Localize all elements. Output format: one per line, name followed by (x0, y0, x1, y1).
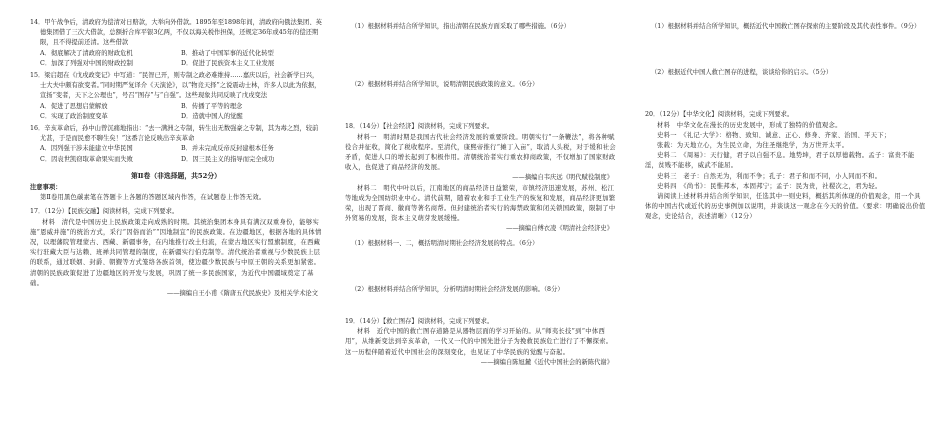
question-16 (30, 124, 322, 165)
question-14-text: 14．甲午战争后，清政府为偿清对日赔款，大举向外借款。1895年至1898年间，清政府向俄法集团、英德集团借了三次大借款，总额折合库平银3亿两，不仅以海关税作担保，还规定36年或45年的偿还期限，且不得提前还清。这些借款 (30, 19, 322, 47)
question-18 (345, 122, 617, 315)
question-15-options (30, 102, 322, 122)
option-a: A．促进了思想启蒙解放 (40, 102, 108, 110)
answer-space (645, 82, 927, 110)
question-17-sub-2: （2）根据材料并结合所学知识，说明清朝民族政策的意义。（6分） (351, 81, 539, 89)
option-c: C．因袁世凯窃取革命果实而失败 (40, 155, 133, 163)
question-15-text: 15．梁启超在《戊戌政变记》中写道：“民智已开，则专制之政必难维持……嘉庆以后，社会新学日兴，士大夫中颇有欲变者。”同时期严复译介《天演论》，以“物竞天择”之说震动士林，许多人以此为依据，宣扬“变者，天下之公理也”，号召“图存”与“自强”。这些现象共同反映了戊戌变法 (30, 72, 321, 100)
question-20-intro: 材料 中华文化在漫长的历史发展中，形成了独特的价值观念。 (657, 121, 842, 129)
option-b: B．推动了中国军事的近代化转型 (181, 49, 274, 57)
question-20-item: 史料二 《周易》：天行健，君子以自强不息。地势坤，君子以厚德载物。孟子：富贵不能淫，贫贱不能移，威武不能屈。 (645, 152, 915, 170)
question-20-item: 史料三 老子：自然无为，利而不争；孔子：君子和而不同，小人同而不和。 (657, 172, 882, 180)
question-19-head: 19．（14分）【救亡图存】阅读材料，完成下列要求。 (345, 318, 494, 326)
question-17-head: 17．（12分）【民族交融】阅读材料，完成下列要求。 (30, 208, 179, 216)
question-20-item: 张载：为天地立心，为生民立命，为往圣继绝学，为万世开太平。 (657, 142, 849, 150)
question-18-source-2: ——摘编自傅衣凌《明清社会经济史》 (505, 225, 613, 233)
question-17-source: ——摘编自王小甫《隋唐五代民族史》及相关学术论文 (166, 290, 318, 298)
question-20-question: 请阅读上述材料并结合所学知识，任选其中一则史料，概括其所体现的价值观念，用一个具体的中国古代或近代的历史事例加以说明，并谈谈这一观念在今天的价值。（要求：明确说出价值观念，史论结合，表述清晰）（12分） (645, 193, 926, 221)
option-d: D．因三民主义的指导而完全成功 (181, 155, 275, 163)
question-18-source-1: ——摘编自韦庆远《明代赋役制度》 (512, 174, 613, 182)
option-b: B．传播了平等的理念 (181, 102, 243, 110)
question-14 (30, 18, 322, 69)
answer-space (345, 253, 617, 281)
column-middle (345, 18, 617, 370)
answer-space (345, 36, 617, 76)
question-17-material: 材料 清代是中国历史上民族政策走向成熟的时期。其统治集团本身具有满汉双重身份，能够实施“恩威并施”的统治方式，采行“因俗而治”“因地制宜”的民族政策。在边疆地区，根据各地的具体情况，以理藩院管理蒙古、西藏、新疆事务，在内地推行改土归流，在蒙古地区实行盟旗制度，在西藏实行驻藏大臣与达赖、班禅共同管理的制度，在新疆实行伯克制等。清代统治者重视与少数民族上层的联系，通过联姻、封爵、朝觐等方式笼络各族首领，使边疆少数民族与中原王朝的关系更加紧密。清朝的民族政策促进了边疆地区的开发与发展，巩固了统一多民族国家，为近代中国疆域奠定了基础。 (30, 218, 322, 287)
answer-space (345, 94, 617, 122)
option-a: A．彻底解决了清政府的财政危机 (40, 49, 133, 57)
question-18-material-1: 材料一 明清时期是我国古代社会经济发展的重要阶段。明朝实行“一条鞭法”，将各种赋役合并征收，简化了税收程序。至清代，康熙帝推行“摊丁入亩”，取消人头税，对于缓和社会矛盾，促进人口的增长起到了积极作用。清朝统治者实行重农抑商政策，不仅增加了国家财政收入，也促进了商品经济的发展。 (345, 133, 616, 172)
question-18-sub-1: （1）根据材料一、二，概括明清时期社会经济发展的特点。（6分） (351, 239, 539, 247)
question-19-material: 材料 近代中国的救亡图存道路是从器物层面的学习开始的。从“师夷长技”到“中体西用”，从维新变法到辛亥革命，一代又一代的中国先进分子为挽救民族危亡进行了不懈探索。这一历程伴随着近代中国社会的深刻变化，也见证了中华民族的觉醒与奋起。 (345, 328, 613, 356)
answer-space (345, 299, 617, 315)
question-19-sub-1: （1）根据材料并结合所学知识，概括近代中国救亡图存探索的主要阶段及其代表性事件。（9分） (651, 23, 921, 30)
question-17-sub-1: （1）根据材料并结合所学知识，指出清朝在民族方面采取了哪些措施。（6分） (351, 23, 570, 30)
column-right (645, 18, 927, 225)
question-19 (345, 317, 617, 368)
notice-text: 第Ⅱ卷用黑色碳素笔在答题卡上各题的答题区域内作答，在试题卷上作答无效。 (40, 194, 266, 202)
question-20-item: 史料一 《礼记·大学》：格物、致知、诚意、正心、修身、齐家、治国、平天下； (657, 131, 891, 139)
question-15 (30, 71, 322, 122)
question-18-material-2: 材料二 明代中叶以后，江南地区的商品经济日益繁荣，市镇经济迅速发展，苏州、松江等地成为全国纺织业中心。清代前期，随着农业和手工业生产的恢复和发展，商品经济更加繁荣，出现了晋商、徽商等著名商帮。但封建统治者实行的海禁政策和闭关锁国政策，限制了中外贸易的发展，资本主义萌芽发展缓慢。 (345, 184, 616, 223)
question-19-source: ——摘编自陈旭麓《近代中国社会的新陈代谢》 (480, 358, 613, 366)
option-b: B．并未完成反帝反封建根本任务 (181, 145, 274, 153)
question-14-options (30, 49, 322, 69)
option-d: D．造就中国人的觉醒 (181, 112, 243, 120)
question-20 (645, 110, 927, 222)
question-16-text: 16．辛亥革命后，孙中山曾沉痛地指出：“去一满洲之专制，转生出无数强豪之专制，其为毒之烈，较前尤甚，于是而民愈不聊生矣！”这番言论反映出辛亥革命 (30, 125, 319, 143)
option-c: C．加深了列强对中国的财政控制 (40, 59, 133, 67)
question-17 (30, 207, 322, 299)
question-18-head: 18．（14分）【社会经济】阅读材料，完成下列要求。 (345, 123, 494, 131)
question-16-options (30, 144, 322, 164)
question-20-head: 20．（12分）【中华文化】阅读材料，完成下列要求。 (645, 111, 794, 119)
section-2-title: 第Ⅱ卷（非选择题，共52分） (131, 171, 221, 180)
notice-title: 注意事项： (30, 184, 62, 192)
answer-space (645, 36, 927, 64)
question-18-sub-2: （2）根据材料并结合所学知识，分析明清时期社会经济发展的影响。（8分） (351, 285, 564, 293)
column-left (30, 18, 322, 301)
question-20-item: 史料四 《尚书》：民惟邦本，本固邦宁；孟子：民为贵，社稷次之，君为轻。 (657, 182, 882, 190)
option-a: A．因列强干涉未能建立中华民国 (40, 145, 133, 153)
option-c: C．实现了政治制度变革 (40, 112, 108, 120)
question-19-sub-2: （2）根据近代中国人救亡图存的进程，谈谈给你的启示。（5分） (651, 69, 833, 77)
option-d: D．促进了民族资本主义工业发展 (181, 59, 275, 67)
